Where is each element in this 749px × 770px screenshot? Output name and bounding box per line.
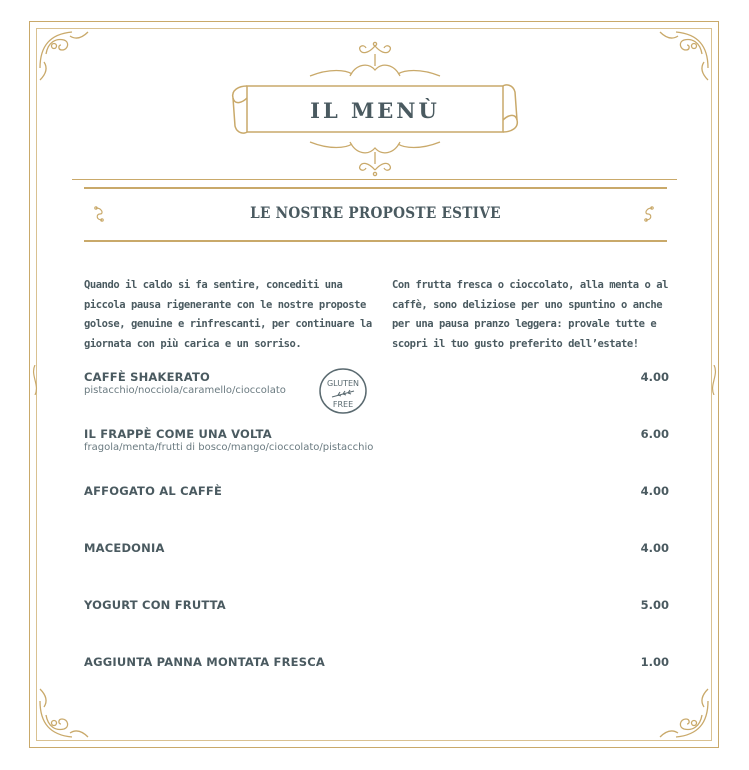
corner-flourish-icon	[36, 28, 94, 86]
gluten-free-badge	[318, 367, 368, 415]
menu-item	[84, 370, 669, 404]
divider-line	[84, 240, 667, 242]
intro-paragraph-left: Quando il caldo si fa sentire, concediti una piccola pausa rigenerante con le nostre proposte golose, genuine e rinfrescanti, per continuare la giornata con più carica e un sorriso.	[84, 279, 372, 350]
divider-line	[72, 179, 677, 180]
menu-item	[84, 655, 669, 689]
item-name: IL FRAPPÈ COME UNA VOLTA	[84, 427, 272, 441]
item-name: CAFFÈ SHAKERATO	[84, 370, 210, 384]
badge-line1: GLUTEN	[326, 379, 360, 388]
title-banner	[225, 80, 525, 140]
subtitle-ornament-icon	[640, 204, 656, 224]
item-name: AFFOGATO AL CAFFÈ	[84, 484, 222, 498]
item-description: pistacchio/nocciola/caramello/cioccolato	[84, 385, 286, 396]
menu-item	[84, 541, 669, 575]
section-subtitle: LE NOSTRE PROPOSTE ESTIVE	[250, 203, 501, 222]
item-price: 4.00	[640, 484, 669, 498]
menu-item	[84, 484, 669, 518]
top-flourish-icon	[290, 40, 460, 80]
corner-flourish-icon	[654, 28, 712, 86]
wheat-icon	[332, 390, 354, 397]
item-price: 5.00	[640, 598, 669, 612]
item-price: 4.00	[640, 370, 669, 384]
page-title: IL MENÙ	[310, 98, 440, 123]
item-description: fragola/menta/frutti di bosco/mango/cioccolato/pistacchio	[84, 442, 374, 453]
item-price: 4.00	[640, 541, 669, 555]
item-price: 6.00	[640, 427, 669, 441]
item-name: AGGIUNTA PANNA MONTATA FRESCA	[84, 655, 325, 669]
item-name: YOGURT CON FRUTTA	[84, 598, 226, 612]
side-ornament-icon	[709, 365, 719, 395]
bottom-flourish-icon	[290, 140, 460, 178]
corner-flourish-icon	[36, 683, 94, 741]
divider-line	[84, 187, 667, 189]
badge-line2: FREE	[332, 400, 354, 409]
item-name: MACEDONIA	[84, 541, 165, 555]
item-price: 1.00	[640, 655, 669, 669]
menu-item	[84, 427, 669, 461]
intro-paragraph-right: Con frutta fresca o cioccolato, alla menta o al caffè, sono deliziose per uno spuntino o anche per una pausa pranzo leggera: provale tutte e scopri il tuo gusto preferito dell’estate!	[392, 279, 668, 350]
menu-item	[84, 598, 669, 632]
corner-flourish-icon	[654, 683, 712, 741]
side-ornament-icon	[30, 365, 40, 395]
subtitle-ornament-icon	[92, 204, 108, 224]
